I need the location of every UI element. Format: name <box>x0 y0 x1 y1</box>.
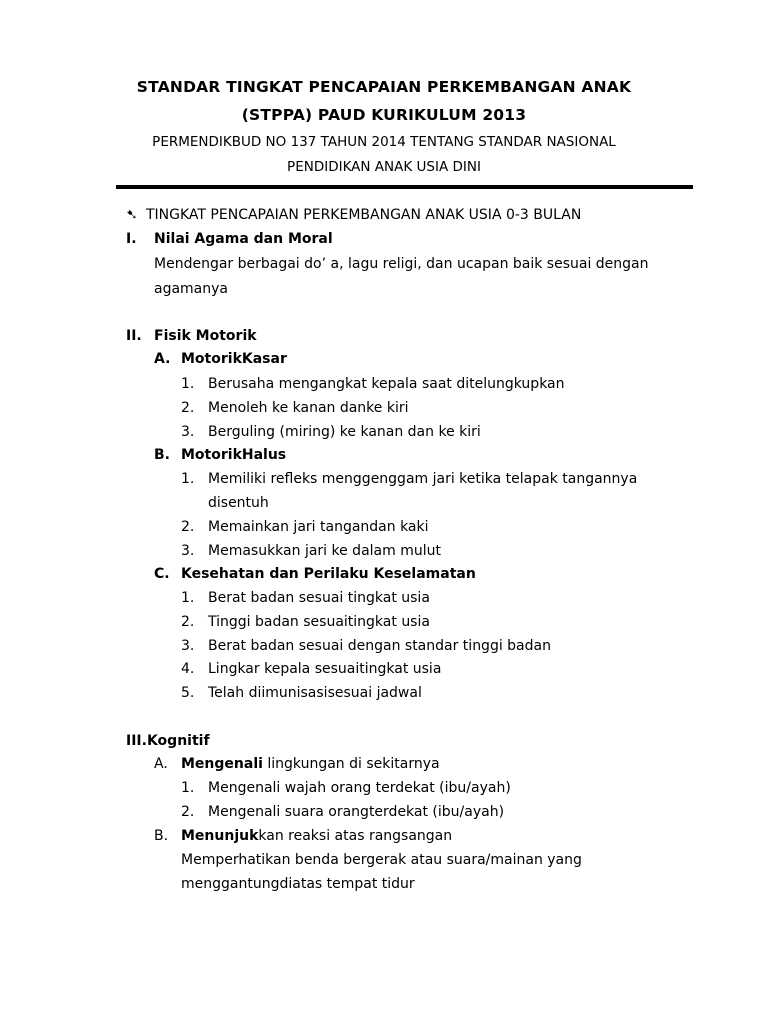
list-item-number: 1. <box>181 780 195 796</box>
subsection-2c-title: Kesehatan dan Perilaku Keselamatan <box>181 566 476 582</box>
document-title-line1: STANDAR TINGKAT PENCAPAIAN PERKEMBANGAN ANAK <box>136 78 632 96</box>
list-item: Memasukkan jari ke dalam mulut <box>208 543 441 559</box>
list-item-number: 1. <box>181 590 195 606</box>
list-item-number: 2. <box>181 804 195 820</box>
section-1-number: I. <box>126 231 137 247</box>
list-item-number: 1. <box>181 471 195 487</box>
section-1-desc-line1: Mendengar berbagai do’ a, lagu religi, dan ucapan baik sesuai dengan <box>154 256 649 272</box>
section-2-title: Fisik Motorik <box>154 328 257 344</box>
header-divider <box>116 185 693 189</box>
section-2-number: II. <box>126 328 142 344</box>
list-item-number: 1. <box>181 376 195 392</box>
document-subtitle-line2: PENDIDIKAN ANAK USIA DINI <box>287 159 481 175</box>
list-item-number: 2. <box>181 519 195 535</box>
list-item-number: 5. <box>181 685 195 701</box>
list-item: Memiliki refleks menggenggam jari ketika telapak tangannya <box>208 471 638 487</box>
subsection-3b-letter: B. <box>154 828 169 844</box>
document-subtitle-line1: PERMENDIKBUD NO 137 TAHUN 2014 TENTANG STANDAR NASIONAL <box>152 134 616 150</box>
list-item: Lingkar kepala sesuaitingkat usia <box>208 661 442 677</box>
list-item: Mengenali wajah orang terdekat (ibu/ayah) <box>208 780 511 796</box>
list-item-number: 2. <box>181 614 195 630</box>
arrow-bullet-icon: ➷ <box>126 207 138 223</box>
subsection-2b-letter: B. <box>154 447 170 463</box>
subsection-3a-title-rest: lingkungan di sekitarnya <box>262 756 440 772</box>
subsection-3b-title <box>181 827 452 845</box>
section-1-desc-line2: agamanya <box>154 281 228 297</box>
list-item-continuation: disentuh <box>208 495 269 511</box>
list-item: Menoleh ke kanan danke kiri <box>208 400 409 416</box>
subsection-3a-title <box>181 755 440 773</box>
list-item-number: 3. <box>181 638 195 654</box>
section-3-title: Kognitif <box>146 733 210 749</box>
list-item-number: 4. <box>181 661 195 677</box>
subsection-3b-desc-line2: menggantungdiatas tempat tidur <box>181 876 415 892</box>
list-item: Berat badan sesuai dengan standar tinggi badan <box>208 638 551 654</box>
list-item-number: 3. <box>181 424 195 440</box>
list-item: Memainkan jari tangandan kaki <box>208 519 429 535</box>
list-item: Berusaha mengangkat kepala saat ditelungkupkan <box>208 376 565 392</box>
list-item-number: 2. <box>181 400 195 416</box>
section-3-number: III. <box>126 733 147 749</box>
subsection-3a-letter: A. <box>154 756 168 772</box>
subsection-2b-title: MotorikHalus <box>181 447 287 463</box>
subsection-3a-title-bold: Mengenali <box>181 756 263 772</box>
list-item: Mengenali suara orangterdekat (ibu/ayah) <box>208 804 505 820</box>
document-title-line2: (STPPA) PAUD KURIKULUM 2013 <box>241 106 527 124</box>
list-item: Telah diimunisasisesuai jadwal <box>208 685 422 701</box>
section-heading <box>126 206 581 224</box>
list-item: Berguling (miring) ke kanan dan ke kiri <box>208 424 481 440</box>
subsection-2c-letter: C. <box>154 566 170 582</box>
list-item: Berat badan sesuai tingkat usia <box>208 590 430 606</box>
list-item-number: 3. <box>181 543 195 559</box>
subsection-3b-title-bold: Menunjuk <box>181 828 259 844</box>
section-3-heading <box>126 732 210 750</box>
subsection-3b-desc-line1: Memperhatikan benda bergerak atau suara/mainan yang <box>181 852 582 868</box>
section-heading-text: TINGKAT PENCAPAIAN PERKEMBANGAN ANAK USIA 0-3 BULAN <box>146 207 582 223</box>
subsection-2a-title: MotorikKasar <box>181 351 287 367</box>
subsection-2a-letter: A. <box>154 351 171 367</box>
subsection-3b-title-rest: kan reaksi atas rangsangan <box>258 828 453 844</box>
section-1-title: Nilai Agama dan Moral <box>154 231 333 247</box>
list-item: Tinggi badan sesuaitingkat usia <box>208 614 430 630</box>
